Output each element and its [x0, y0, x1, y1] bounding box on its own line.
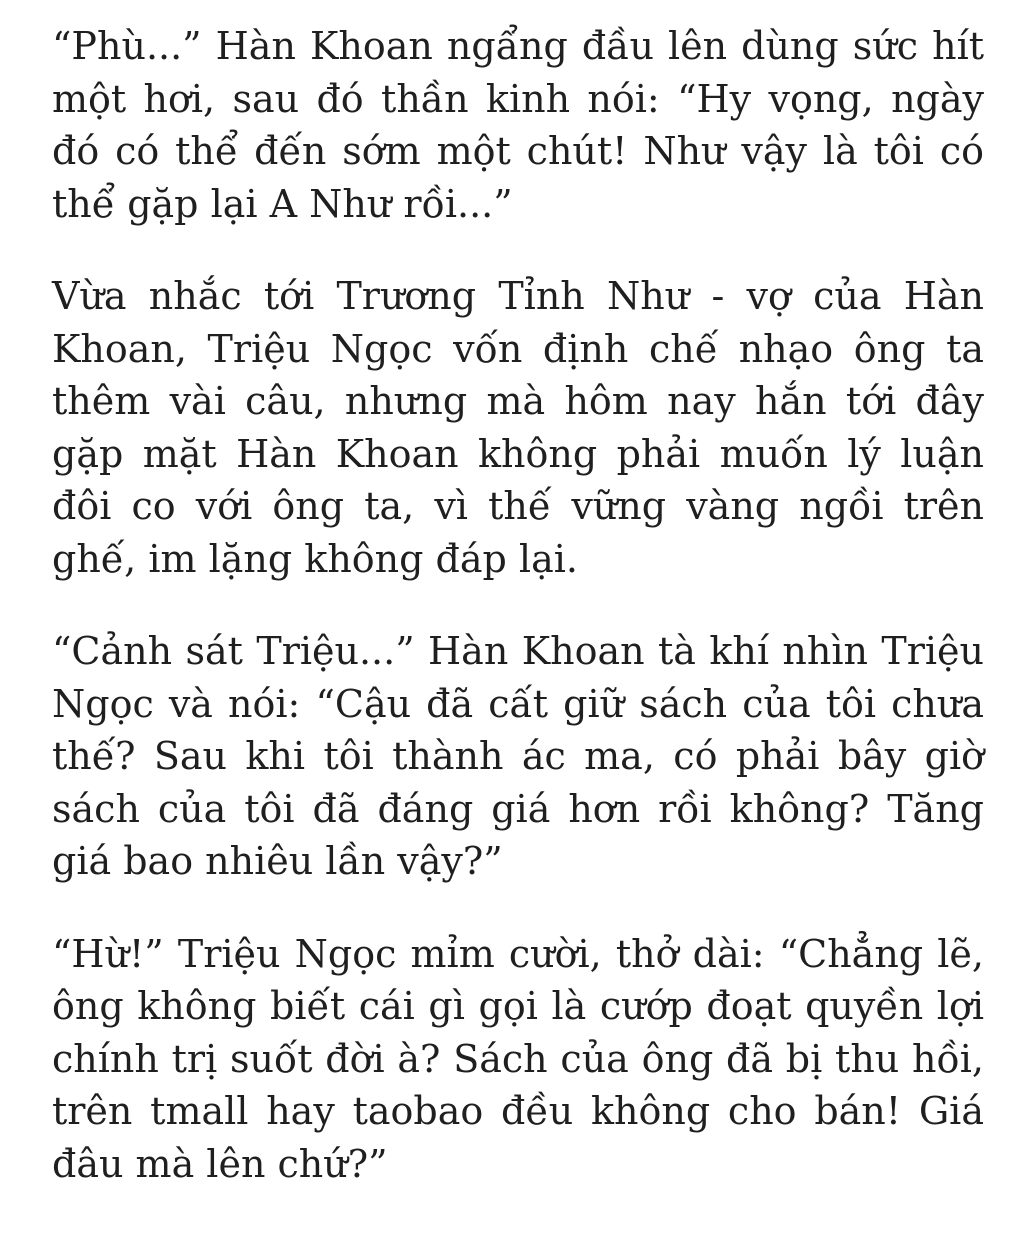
paragraph: Vừa nhắc tới Trương Tỉnh Như - vợ của Hàn Khoan, Triệu Ngọc vốn định chế nhạo ông ta thêm vài câu, nhưng mà hôm nay hắn tới đây gặp mặt Hàn Khoan không phải muốn lý luận đôi co với ông ta, vì thế vững vàng ngồi trên ghế, im lặng không đáp lại.: [52, 274, 984, 581]
paragraph: “Cảnh sát Triệu...” Hàn Khoan tà khí nhìn Triệu Ngọc và nói: “Cậu đã cất giữ sách của tôi chưa thế? Sau khi tôi thành ác ma, có phải bây giờ sách của tôi đã đáng giá hơn rồi không? Tăng giá bao nhiêu lần vậy?”: [52, 629, 984, 883]
paragraph: “Phù...” Hàn Khoan ngẩng đầu lên dùng sức hít một hơi, sau đó thần kinh nói: “Hy vọng, ngày đó có thể đến sớm một chút! Như vậy là tôi có thể gặp lại A Như rồi...”: [52, 24, 984, 226]
paragraph: “Hừ!” Triệu Ngọc mỉm cười, thở dài: “Chẳng lẽ, ông không biết cái gì gọi là cướp đoạt quyền lợi chính trị suốt đời à? Sách của ông đã bị thu hồi, trên tmall hay taobao đều không cho bán! Giá đâu mà lên chứ?”: [52, 931, 984, 1186]
